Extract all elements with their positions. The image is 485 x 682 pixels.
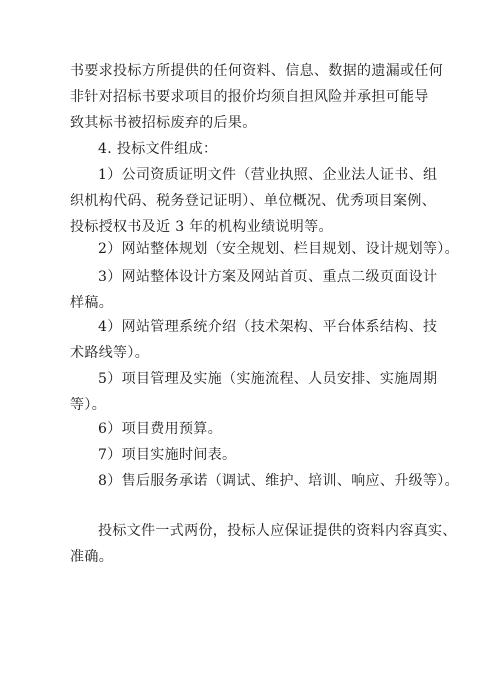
- list-item-4: [70, 314, 438, 366]
- text-line: 非针对招标书要求项目的报价均须自担风险并承担可能导: [70, 89, 429, 105]
- text-line: 样稿。: [70, 295, 114, 311]
- text-line: 等）。: [70, 397, 107, 413]
- text-line: 投标文件一式两份，投标人应保证提供的资料内容真实、: [98, 523, 457, 539]
- list-item-2: [70, 236, 460, 262]
- text-line: 致其标书被招标废弃的后果。: [70, 115, 257, 131]
- text-line: 准确。: [70, 549, 114, 565]
- list-item-8: [70, 468, 460, 494]
- text-line: 书要求投标方所提供的任何资料、信息、数据的遗漏或任何: [70, 63, 444, 79]
- text-line: 8）售后服务承诺（调试、维护、培训、响应、升级等）。: [98, 473, 460, 489]
- section-heading: [70, 136, 420, 162]
- list-item-5: [70, 366, 438, 418]
- text-line: 2）网站整体规划（安全规划、栏目规划、设计规划等）。: [98, 241, 460, 257]
- text-line: 织机构代码、税务登记证明）、单位概况、优秀项目案例、: [70, 193, 437, 209]
- text-line: 1）公司资质证明文件（营业执照、企业法人证书、组: [98, 167, 438, 183]
- text-line: 4）网站管理系统介绍（技术架构、平台体系结构、技: [98, 319, 438, 335]
- text-line: 投标授权书及近 3 年的机构业绩说明等。: [70, 219, 333, 235]
- list-item-1: [70, 162, 438, 240]
- closing-paragraph: [70, 518, 457, 570]
- text-line: 6）项目费用预算。: [98, 421, 223, 437]
- text-line: 术路线等）。: [70, 345, 150, 361]
- list-item-6: [70, 416, 420, 442]
- text-line: 5）项目管理及实施（实施流程、人员安排、实施周期: [98, 371, 438, 387]
- list-item-3: [70, 264, 438, 316]
- text-line: 7）项目实施时间表。: [98, 447, 237, 463]
- list-item-7: [70, 442, 420, 468]
- text-line: 3）网站整体设计方案及网站首页、重点二级页面设计: [98, 269, 438, 285]
- paragraph-continuation: [70, 58, 444, 136]
- text-line: 4. 投标文件组成：: [98, 141, 218, 157]
